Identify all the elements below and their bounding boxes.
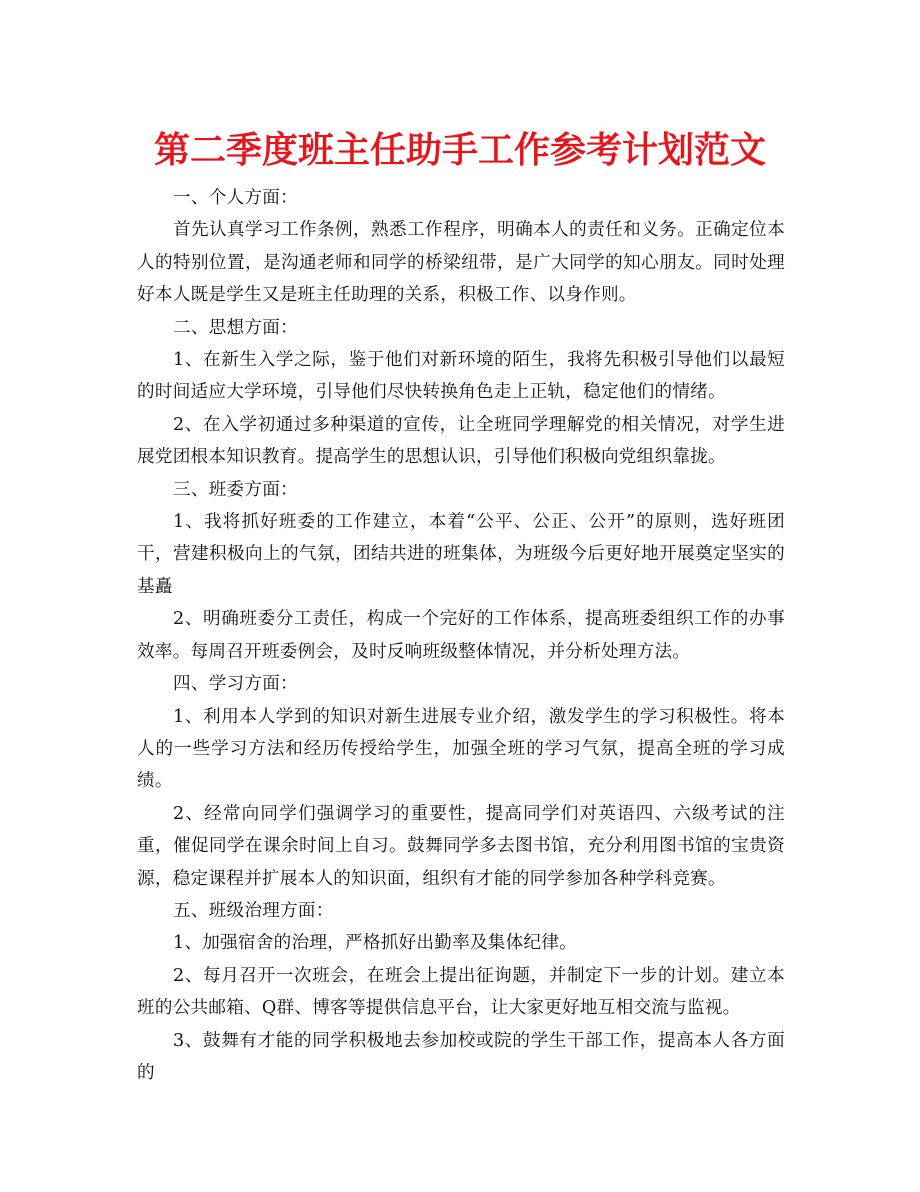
paragraph: 2、在入学初通过多种渠道的宣传，让全班同学理解党的相关情况，对学生进展党团根本知识教育。提高学生的思想认识，引导他们积极向党组织靠拢。 bbox=[137, 414, 785, 468]
section-heading-class-management: 五、班级治理方面： bbox=[173, 900, 334, 921]
paragraph: 1、利用本人学到的知识对新生进展专业介绍，激发学生的学习积极性。将本人的一些学习方法和经历传授给学生，加强全班的学习气氛，提高全班的学习成绩。 bbox=[137, 706, 785, 792]
paragraph: 2、经常向同学们强调学习的重要性，提高同学们对英语四、六级考试的注重，催促同学在课余时间上自习。鼓舞同学多去图书馆，充分利用图书馆的宝贵资源，稳定课程并扩展本人的知识面，组织有才能的同学参加各种学科竞赛。 bbox=[137, 803, 785, 889]
document-title: 第二季度班主任助手工作参考计划范文 bbox=[153, 130, 766, 171]
paragraph: 1、加强宿舍的治理，严格抓好出勤率及集体纪律。 bbox=[173, 933, 578, 954]
section-heading-class-committee: 三、班委方面： bbox=[173, 479, 298, 500]
document-body bbox=[137, 182, 785, 1089]
paragraph: 1、我将抓好班委的工作建立，本着“公平、公正、公开”的原则，选好班团干，营建积极向上的气氛，团结共进的班集体，为班级今后更好地开展奠定坚实的基矗 bbox=[137, 512, 785, 597]
section-heading-personal: 一、个人方面： bbox=[173, 188, 298, 208]
section-heading-ideology: 二、思想方面： bbox=[173, 317, 298, 338]
paragraph: 1、在新生入学之际，鉴于他们对新环境的陌生，我将先积极引导他们以最短的时间适应大学环境，引导他们尽快转换角色走上正轨，稳定他们的情绪。 bbox=[137, 350, 785, 403]
paragraph: 3、鼓舞有才能的同学积极地去参加校或院的学生干部工作，提高本人各方面的 bbox=[137, 1030, 785, 1083]
paragraph: 2、明确班委分工责任，构成一个完好的工作体系，提高班委组织工作的办事效率。每周召开班委例会，及时反响班级整体情况，并分析处理方法。 bbox=[137, 609, 785, 662]
paragraph: 2、每月召开一次班会，在班会上提出征询题，并制定下一步的计划。建立本班的公共邮箱、Q群、博客等提供信息平台，让大家更好地互相交流与监视。 bbox=[137, 965, 785, 1019]
section-heading-study: 四、学习方面： bbox=[173, 674, 298, 695]
paragraph: 首先认真学习工作条例，熟悉工作程序，明确本人的责任和义务。正确定位本人的特别位置，是沟通老师和同学的桥梁纽带，是广大同学的知心朋友。同时处理好本人既是学生又是班主任助理的关系，积极工作、以身作则。 bbox=[137, 220, 785, 306]
